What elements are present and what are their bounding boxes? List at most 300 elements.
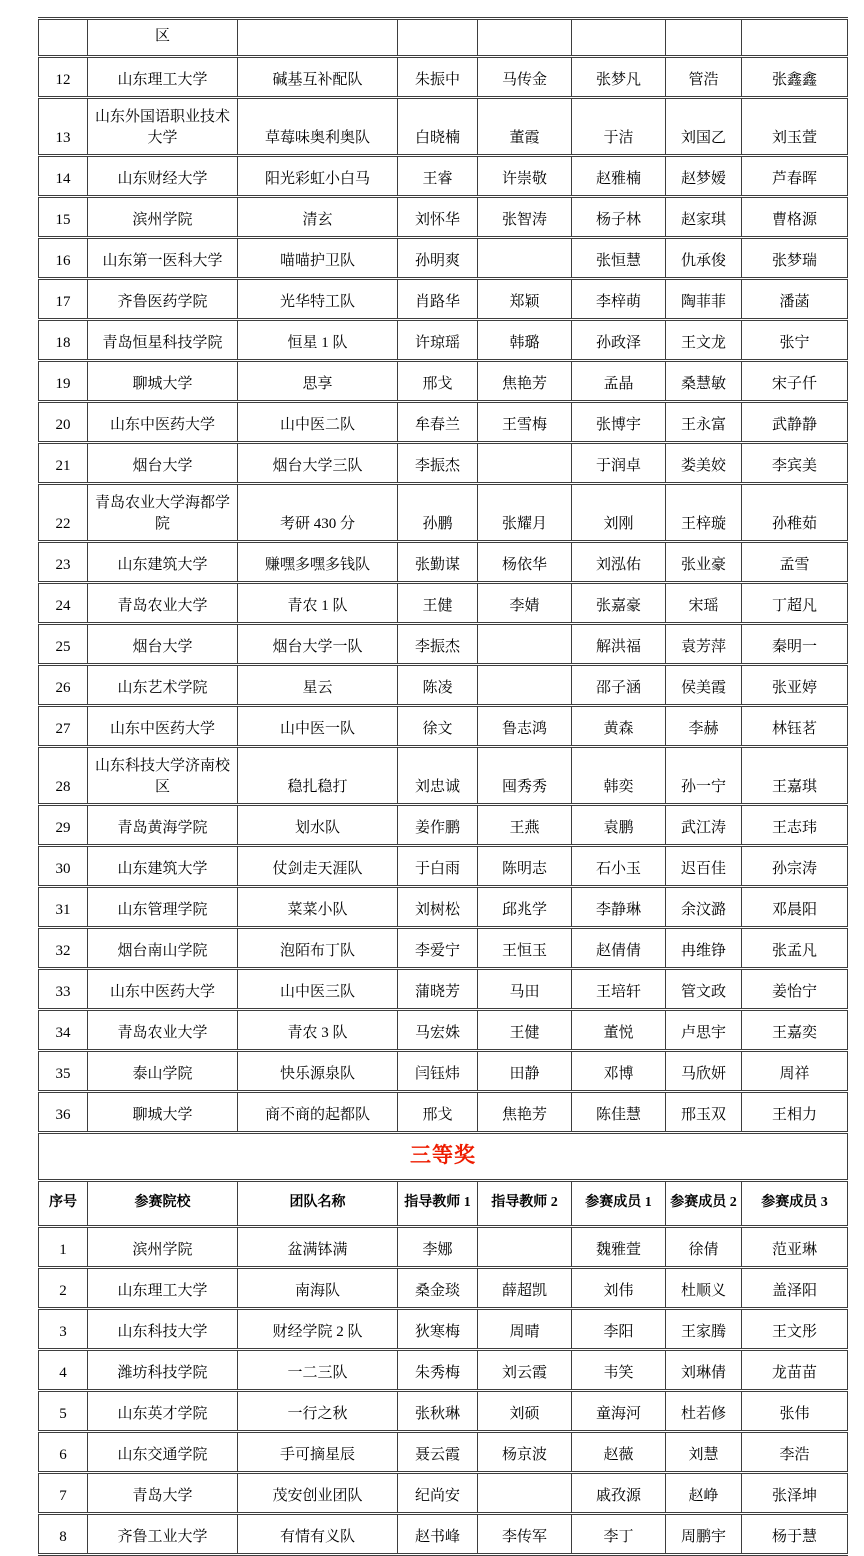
cell-advisor-2: 马传金 [478, 57, 572, 98]
cell-member-2: 刘琳倩 [666, 1350, 742, 1391]
cell-index: 3 [39, 1309, 88, 1350]
cell-advisor-1: 李振杰 [398, 624, 478, 665]
cell-member-2: 桑慧敏 [666, 361, 742, 402]
cell-member-2 [666, 19, 742, 57]
cell-member-2: 周鹏宇 [666, 1514, 742, 1555]
cell-team: 盆满钵满 [238, 1227, 398, 1268]
cell-index: 27 [39, 706, 88, 747]
cell-advisor-1: 刘忠诚 [398, 747, 478, 805]
cell-index: 2 [39, 1268, 88, 1309]
cell-school: 山东理工大学 [88, 57, 238, 98]
cell-advisor-2: 张耀月 [478, 484, 572, 542]
cell-index: 17 [39, 279, 88, 320]
table-row [39, 846, 848, 887]
cell-school: 潍坊科技学院 [88, 1350, 238, 1391]
cell-team: 山中医一队 [238, 706, 398, 747]
table-row [39, 1350, 848, 1391]
cell-school: 齐鲁工业大学 [88, 1514, 238, 1555]
cell-member-1: 张博宇 [572, 402, 666, 443]
cell-school: 聊城大学 [88, 1092, 238, 1133]
awards-table [38, 17, 848, 1556]
cell-advisor-2: 马田 [478, 969, 572, 1010]
cell-member-2: 张业豪 [666, 542, 742, 583]
table-row [39, 928, 848, 969]
cell-index: 15 [39, 197, 88, 238]
cell-advisor-1: 闫钰炜 [398, 1051, 478, 1092]
table-row [39, 238, 848, 279]
cell-member-2: 邢玉双 [666, 1092, 742, 1133]
cell-school: 青岛农业大学海都学院 [88, 484, 238, 542]
table-row [39, 402, 848, 443]
cell-index: 7 [39, 1473, 88, 1514]
cell-member-1: 张梦凡 [572, 57, 666, 98]
cell-member-3: 王嘉奕 [742, 1010, 848, 1051]
cell-school: 青岛恒星科技学院 [88, 320, 238, 361]
cell-member-1: 杨子林 [572, 197, 666, 238]
cell-advisor-1: 纪尚安 [398, 1473, 478, 1514]
cell-member-3: 姜怡宁 [742, 969, 848, 1010]
cell-member-3: 范亚琳 [742, 1227, 848, 1268]
cell-member-3: 曹格源 [742, 197, 848, 238]
cell-team: 划水队 [238, 805, 398, 846]
cell-index: 6 [39, 1432, 88, 1473]
cell-advisor-2: 周晴 [478, 1309, 572, 1350]
cell-member-1: 张嘉豪 [572, 583, 666, 624]
cell-advisor-1: 肖路华 [398, 279, 478, 320]
table-row [39, 443, 848, 484]
third-prize-title: 三等奖 [39, 1133, 848, 1181]
cell-member-1: 戚孜源 [572, 1473, 666, 1514]
cell-member-1: 韩奕 [572, 747, 666, 805]
table-row [39, 320, 848, 361]
cell-team: 茂安创业团队 [238, 1473, 398, 1514]
cell-school: 山东艺术学院 [88, 665, 238, 706]
cell-advisor-2: 焦艳芳 [478, 1092, 572, 1133]
cell-advisor-2: 陈明志 [478, 846, 572, 887]
cell-school: 烟台大学 [88, 443, 238, 484]
cell-advisor-2: 鲁志鸿 [478, 706, 572, 747]
cell-index: 34 [39, 1010, 88, 1051]
table-row [39, 1092, 848, 1133]
cell-advisor-2: 董霞 [478, 98, 572, 156]
cell-advisor-1: 李爱宁 [398, 928, 478, 969]
cell-member-3: 张泽坤 [742, 1473, 848, 1514]
cell-team: 一行之秋 [238, 1391, 398, 1432]
table-row [39, 197, 848, 238]
cell-member-1 [572, 19, 666, 57]
column-header: 参赛成员 1 [572, 1181, 666, 1227]
table-row [39, 1432, 848, 1473]
cell-member-3: 丁超凡 [742, 583, 848, 624]
column-header: 指导教师 2 [478, 1181, 572, 1227]
cell-index: 31 [39, 887, 88, 928]
cell-team: 阳光彩虹小白马 [238, 156, 398, 197]
cell-team: 快乐源泉队 [238, 1051, 398, 1092]
cell-member-3: 潘菡 [742, 279, 848, 320]
cell-index: 23 [39, 542, 88, 583]
cell-member-2: 仇承俊 [666, 238, 742, 279]
cell-advisor-2: 刘云霞 [478, 1350, 572, 1391]
cell-advisor-1 [398, 19, 478, 57]
cell-member-1: 董悦 [572, 1010, 666, 1051]
cell-school: 烟台南山学院 [88, 928, 238, 969]
cell-advisor-1: 刘怀华 [398, 197, 478, 238]
cell-index: 19 [39, 361, 88, 402]
cell-member-3: 张宁 [742, 320, 848, 361]
cell-school: 山东交通学院 [88, 1432, 238, 1473]
cell-index: 12 [39, 57, 88, 98]
cell-advisor-1: 白晓楠 [398, 98, 478, 156]
table-row [39, 583, 848, 624]
cell-member-1: 王培轩 [572, 969, 666, 1010]
cell-advisor-1: 赵书峰 [398, 1514, 478, 1555]
cell-member-2: 管浩 [666, 57, 742, 98]
cell-member-2: 王梓璇 [666, 484, 742, 542]
table-row [39, 1268, 848, 1309]
column-header: 指导教师 1 [398, 1181, 478, 1227]
cell-member-3: 孙宗涛 [742, 846, 848, 887]
cell-school: 青岛农业大学 [88, 583, 238, 624]
cell-member-3: 盖泽阳 [742, 1268, 848, 1309]
cell-index: 16 [39, 238, 88, 279]
cell-index [39, 19, 88, 57]
cell-advisor-1: 姜作鹏 [398, 805, 478, 846]
cell-advisor-2: 张智涛 [478, 197, 572, 238]
cell-school: 泰山学院 [88, 1051, 238, 1092]
cell-school: 滨州学院 [88, 197, 238, 238]
cell-team: 青农 3 队 [238, 1010, 398, 1051]
cell-member-2: 娄美姣 [666, 443, 742, 484]
cell-member-2: 余汶潞 [666, 887, 742, 928]
cell-index: 14 [39, 156, 88, 197]
cell-advisor-2 [478, 1473, 572, 1514]
cell-member-1: 孙政泽 [572, 320, 666, 361]
cell-member-3: 张伟 [742, 1391, 848, 1432]
cell-member-2: 陶菲菲 [666, 279, 742, 320]
cell-member-2: 赵梦嫒 [666, 156, 742, 197]
cell-advisor-1: 于白雨 [398, 846, 478, 887]
table-row [39, 887, 848, 928]
cell-index: 21 [39, 443, 88, 484]
cell-member-1: 李静琳 [572, 887, 666, 928]
table-row [39, 747, 848, 805]
cell-member-1: 石小玉 [572, 846, 666, 887]
cell-member-1: 李丁 [572, 1514, 666, 1555]
cell-team: 考研 430 分 [238, 484, 398, 542]
cell-school: 青岛黄海学院 [88, 805, 238, 846]
cell-team: 草莓味奥利奥队 [238, 98, 398, 156]
cell-member-3: 邓晨阳 [742, 887, 848, 928]
cell-team: 赚嘿多嘿多钱队 [238, 542, 398, 583]
cell-member-2: 赵峥 [666, 1473, 742, 1514]
table-row [39, 279, 848, 320]
cell-advisor-1: 聂云霞 [398, 1432, 478, 1473]
cell-advisor-2 [478, 665, 572, 706]
table-row [39, 1514, 848, 1555]
cell-team: 喵喵护卫队 [238, 238, 398, 279]
cell-advisor-2 [478, 624, 572, 665]
cell-advisor-1: 李振杰 [398, 443, 478, 484]
cell-index: 5 [39, 1391, 88, 1432]
cell-advisor-2: 焦艳芳 [478, 361, 572, 402]
cell-team: 商不商的起都队 [238, 1092, 398, 1133]
cell-team: 光华特工队 [238, 279, 398, 320]
cell-member-2: 王文龙 [666, 320, 742, 361]
cell-team: 菜菜小队 [238, 887, 398, 928]
table-row [39, 1391, 848, 1432]
cell-advisor-2 [478, 443, 572, 484]
cell-team: 稳扎稳打 [238, 747, 398, 805]
cell-advisor-2: 许崇敬 [478, 156, 572, 197]
cell-advisor-2: 王恒玉 [478, 928, 572, 969]
cell-school: 山东财经大学 [88, 156, 238, 197]
cell-member-1: 刘刚 [572, 484, 666, 542]
cell-member-3: 龙苗苗 [742, 1350, 848, 1391]
cell-member-1: 赵薇 [572, 1432, 666, 1473]
cell-advisor-1: 朱振中 [398, 57, 478, 98]
cell-member-2: 赵家琪 [666, 197, 742, 238]
column-header: 参赛院校 [88, 1181, 238, 1227]
cell-member-2: 管文政 [666, 969, 742, 1010]
cell-member-3: 杨于慧 [742, 1514, 848, 1555]
cell-member-2: 刘慧 [666, 1432, 742, 1473]
cell-member-3: 张鑫鑫 [742, 57, 848, 98]
cell-member-1: 赵雅楠 [572, 156, 666, 197]
column-header: 团队名称 [238, 1181, 398, 1227]
cell-advisor-1: 许琼瑶 [398, 320, 478, 361]
table-row [39, 665, 848, 706]
cell-team: 财经学院 2 队 [238, 1309, 398, 1350]
cell-school: 滨州学院 [88, 1227, 238, 1268]
cell-advisor-2: 杨京波 [478, 1432, 572, 1473]
awards-table-body [39, 19, 848, 1555]
cell-index: 4 [39, 1350, 88, 1391]
cell-member-2: 杜若修 [666, 1391, 742, 1432]
table-row [39, 57, 848, 98]
cell-member-2: 冉维铮 [666, 928, 742, 969]
table-row [39, 805, 848, 846]
cell-school: 齐鲁医药学院 [88, 279, 238, 320]
cell-school: 山东第一医科大学 [88, 238, 238, 279]
cell-advisor-2: 李婧 [478, 583, 572, 624]
cell-advisor-2: 田静 [478, 1051, 572, 1092]
cell-team: 思享 [238, 361, 398, 402]
cell-member-2: 王永富 [666, 402, 742, 443]
cell-index: 30 [39, 846, 88, 887]
table-row [39, 624, 848, 665]
cell-school: 山东理工大学 [88, 1268, 238, 1309]
cell-member-3: 周祥 [742, 1051, 848, 1092]
cell-team [238, 19, 398, 57]
cell-school: 聊城大学 [88, 361, 238, 402]
cell-member-1: 邵子涵 [572, 665, 666, 706]
cell-team: 南海队 [238, 1268, 398, 1309]
cell-member-2: 刘国乙 [666, 98, 742, 156]
cell-team: 山中医二队 [238, 402, 398, 443]
cell-advisor-2: 李传军 [478, 1514, 572, 1555]
cell-advisor-1: 邢戈 [398, 1092, 478, 1133]
cell-member-1: 童海河 [572, 1391, 666, 1432]
cell-member-3: 王嘉琪 [742, 747, 848, 805]
table-row [39, 1051, 848, 1092]
table-row [39, 1010, 848, 1051]
cell-advisor-2: 邱兆学 [478, 887, 572, 928]
cell-member-2: 迟百佳 [666, 846, 742, 887]
cell-team: 烟台大学一队 [238, 624, 398, 665]
cell-member-3: 张孟凡 [742, 928, 848, 969]
cell-school: 山东科技大学 [88, 1309, 238, 1350]
cell-school: 青岛大学 [88, 1473, 238, 1514]
cell-member-3: 武静静 [742, 402, 848, 443]
cell-member-1: 李梓萌 [572, 279, 666, 320]
cell-member-2: 侯美霞 [666, 665, 742, 706]
cell-member-3: 王文彤 [742, 1309, 848, 1350]
cell-team: 仗剑走天涯队 [238, 846, 398, 887]
cell-member-2: 徐倩 [666, 1227, 742, 1268]
cell-advisor-1: 陈凌 [398, 665, 478, 706]
cell-index: 28 [39, 747, 88, 805]
cell-member-2: 卢思宇 [666, 1010, 742, 1051]
cell-team: 星云 [238, 665, 398, 706]
cell-school: 山东中医药大学 [88, 402, 238, 443]
cell-index: 25 [39, 624, 88, 665]
cell-member-3: 孙稚茹 [742, 484, 848, 542]
cell-member-1: 魏雅萱 [572, 1227, 666, 1268]
cell-team: 一二三队 [238, 1350, 398, 1391]
cell-team: 山中医三队 [238, 969, 398, 1010]
cell-member-1: 黄森 [572, 706, 666, 747]
table-row [39, 361, 848, 402]
third-prize-section-row [39, 1133, 848, 1181]
cell-member-3: 孟雪 [742, 542, 848, 583]
cell-index: 24 [39, 583, 88, 624]
cell-index: 20 [39, 402, 88, 443]
cell-index: 29 [39, 805, 88, 846]
cell-school: 青岛农业大学 [88, 1010, 238, 1051]
cell-member-2: 李赫 [666, 706, 742, 747]
cell-team: 烟台大学三队 [238, 443, 398, 484]
cell-member-1: 邓博 [572, 1051, 666, 1092]
cell-member-3: 刘玉萱 [742, 98, 848, 156]
cell-school: 山东建筑大学 [88, 846, 238, 887]
cell-index: 32 [39, 928, 88, 969]
cell-advisor-1: 张勤谋 [398, 542, 478, 583]
cell-member-2: 武江涛 [666, 805, 742, 846]
cell-member-1: 陈佳慧 [572, 1092, 666, 1133]
cell-index: 33 [39, 969, 88, 1010]
cell-member-1: 刘泓佑 [572, 542, 666, 583]
cell-member-1: 李阳 [572, 1309, 666, 1350]
cell-advisor-1: 朱秀梅 [398, 1350, 478, 1391]
cell-team: 有情有义队 [238, 1514, 398, 1555]
cell-advisor-2: 杨依华 [478, 542, 572, 583]
table-row [39, 1309, 848, 1350]
cell-member-1: 于洁 [572, 98, 666, 156]
cell-member-1: 张恒慧 [572, 238, 666, 279]
cell-index: 36 [39, 1092, 88, 1133]
cell-member-2: 孙一宁 [666, 747, 742, 805]
cell-index: 35 [39, 1051, 88, 1092]
cell-team: 泡陌布丁队 [238, 928, 398, 969]
cell-member-3: 李浩 [742, 1432, 848, 1473]
cell-member-1: 刘伟 [572, 1268, 666, 1309]
cell-index: 22 [39, 484, 88, 542]
cell-advisor-2 [478, 1227, 572, 1268]
cell-member-3: 李宾美 [742, 443, 848, 484]
cell-advisor-1: 李娜 [398, 1227, 478, 1268]
cell-member-2: 王家腾 [666, 1309, 742, 1350]
header-row [39, 1181, 848, 1227]
cell-member-3: 王相力 [742, 1092, 848, 1133]
cell-advisor-2: 薛超凯 [478, 1268, 572, 1309]
cell-team: 手可摘星辰 [238, 1432, 398, 1473]
cell-school: 山东建筑大学 [88, 542, 238, 583]
cell-team: 恒星 1 队 [238, 320, 398, 361]
cell-advisor-1: 马宏姝 [398, 1010, 478, 1051]
cell-member-1: 袁鹏 [572, 805, 666, 846]
cell-advisor-1: 桑金琰 [398, 1268, 478, 1309]
cell-advisor-1: 孙明爽 [398, 238, 478, 279]
cell-member-3: 秦明一 [742, 624, 848, 665]
table-row [39, 706, 848, 747]
cell-member-2: 马欣妍 [666, 1051, 742, 1092]
cell-advisor-1: 徐文 [398, 706, 478, 747]
cell-school: 山东外国语职业技术大学 [88, 98, 238, 156]
cell-member-3: 宋子仟 [742, 361, 848, 402]
cell-school: 山东科技大学济南校区 [88, 747, 238, 805]
cell-advisor-1: 王健 [398, 583, 478, 624]
cell-member-1: 解洪福 [572, 624, 666, 665]
cell-advisor-1: 蒲晓芳 [398, 969, 478, 1010]
cell-team: 清玄 [238, 197, 398, 238]
cell-school: 山东中医药大学 [88, 969, 238, 1010]
column-header: 参赛成员 3 [742, 1181, 848, 1227]
cell-team: 青农 1 队 [238, 583, 398, 624]
cell-member-1: 于润卓 [572, 443, 666, 484]
cell-advisor-2: 王燕 [478, 805, 572, 846]
cell-advisor-1: 狄寒梅 [398, 1309, 478, 1350]
cell-member-3: 林钰茗 [742, 706, 848, 747]
table-row [39, 542, 848, 583]
cell-school: 山东英才学院 [88, 1391, 238, 1432]
cell-member-3: 芦春晖 [742, 156, 848, 197]
cell-advisor-1: 张秋琳 [398, 1391, 478, 1432]
cell-advisor-2: 王雪梅 [478, 402, 572, 443]
cell-member-2: 袁芳萍 [666, 624, 742, 665]
cell-school: 区 [88, 19, 238, 57]
cell-member-3 [742, 19, 848, 57]
cell-index: 18 [39, 320, 88, 361]
cell-advisor-2 [478, 19, 572, 57]
cell-advisor-2: 刘硕 [478, 1391, 572, 1432]
cell-index: 1 [39, 1227, 88, 1268]
cell-advisor-1: 邢戈 [398, 361, 478, 402]
cell-index: 8 [39, 1514, 88, 1555]
column-header: 参赛成员 2 [666, 1181, 742, 1227]
table-row [39, 156, 848, 197]
cell-advisor-2: 郑颖 [478, 279, 572, 320]
cell-member-2: 宋瑶 [666, 583, 742, 624]
cell-member-1: 赵倩倩 [572, 928, 666, 969]
table-row [39, 484, 848, 542]
cell-member-3: 张亚婷 [742, 665, 848, 706]
cell-advisor-2: 囤秀秀 [478, 747, 572, 805]
cell-member-2: 杜顺义 [666, 1268, 742, 1309]
cell-member-1: 韦笑 [572, 1350, 666, 1391]
cell-advisor-2: 王健 [478, 1010, 572, 1051]
cell-advisor-1: 刘树松 [398, 887, 478, 928]
cell-school: 山东中医药大学 [88, 706, 238, 747]
